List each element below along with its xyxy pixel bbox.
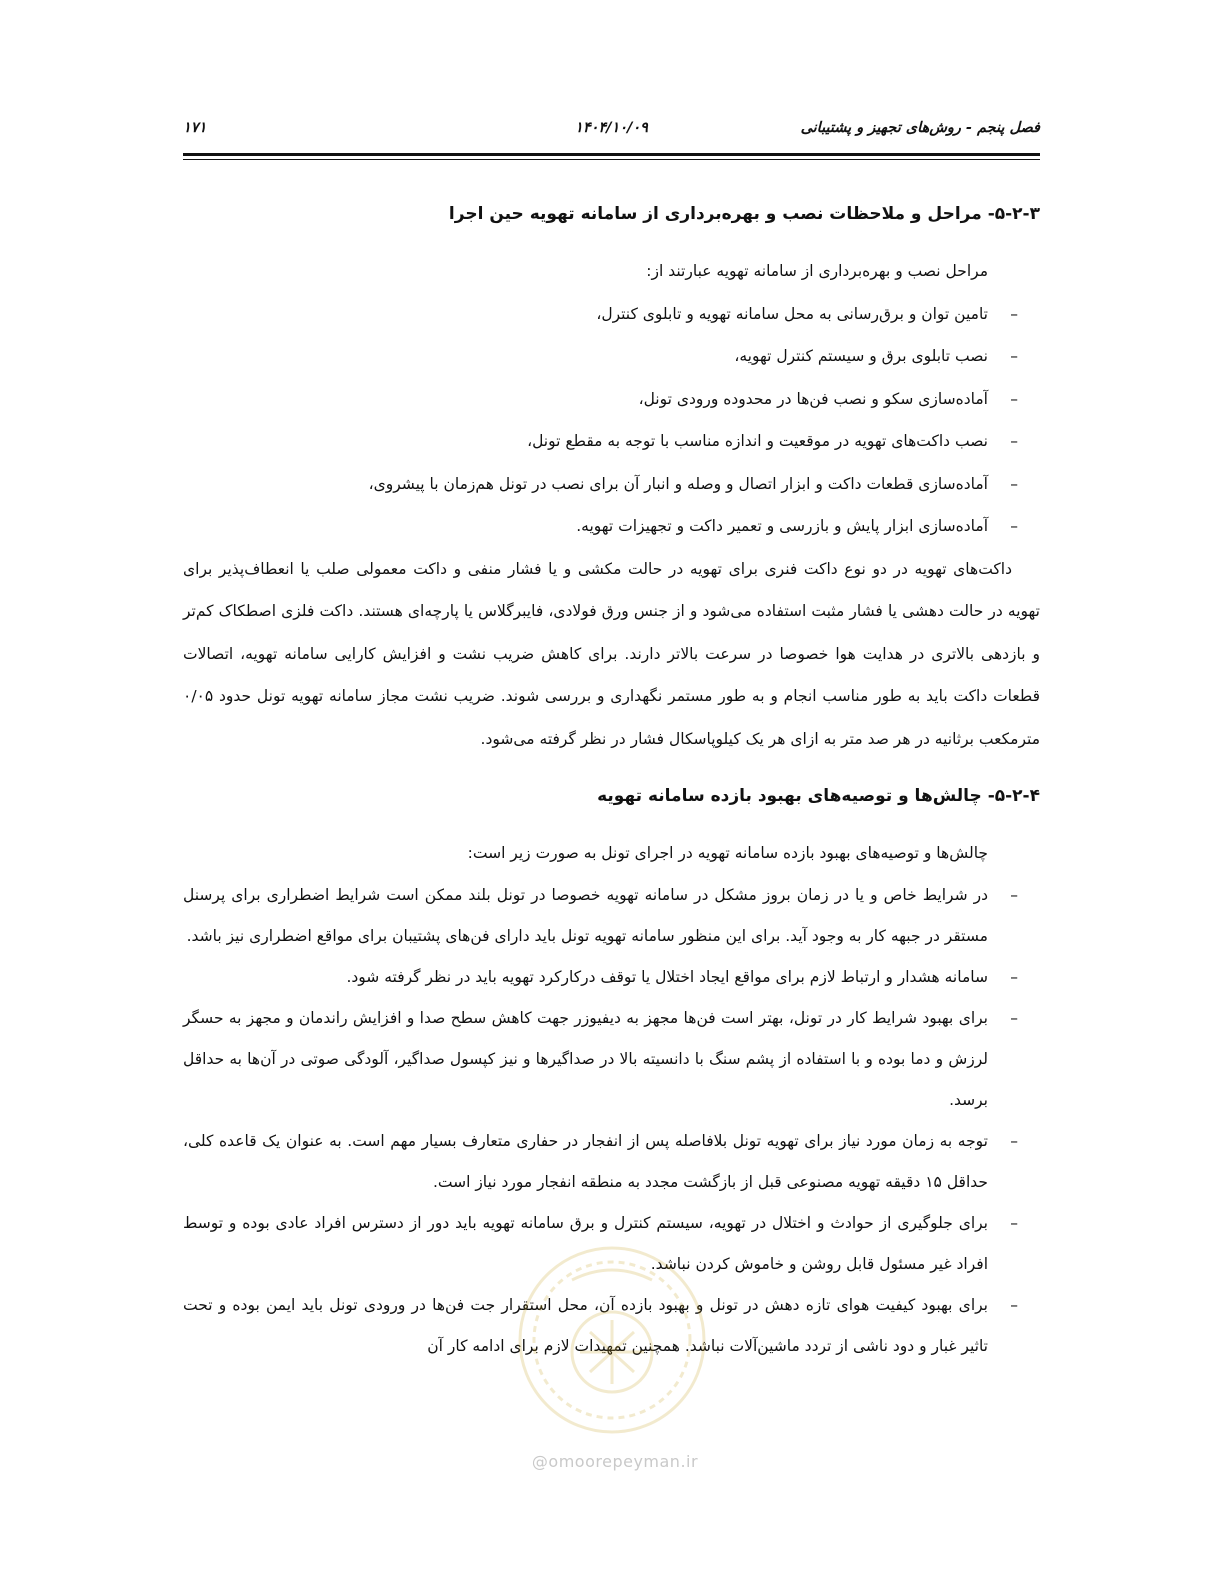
dash-marker: – <box>1010 967 1018 986</box>
body-paragraph: داکت‌های تهویه در دو نوع داکت فنری برای تهویه در حالت مکشی و یا فشار منفی و داکت معمولی صلب یا انعطاف‌پذیر برای تهویه در حالت دهشی یا فشار مثبت استفاده می‌شود و از جنس ورق فولادی، فایبرگلاس یا پارچه‌ای هستند. داکت فلزی اصطکاک کم‌تر و بازدهی بالاتری در هدایت هوا خصوصا در سرعت بالاتر دارند. برای کاهش ضریب نشت و افزایش کارایی سامانه تهویه، اتصالات قطعات داکت باید به طور مناسب انجام و به طور مستمر نگهداری و بررسی شوند. ضریب نشت مجاز سامانه تهویه تونل حدود ۰/۰۵ مترمکعب برثانیه در هر صد متر به ازای هر یک کیلوپاسکال فشار در نظر گرفته می‌شود. <box>183 559 1040 748</box>
list-item <box>183 957 1040 998</box>
list-item-text: آماده‌سازی قطعات داکت و ابزار اتصال و وصله و انبار آن برای نصب در تونل هم‌زمان با پیشروی، <box>368 474 988 493</box>
list-item-text: در شرایط خاص و یا در زمان بروز مشکل در سامانه تهویه خصوصا در تونل بلند ممکن است شرایط اضطراری برای پرسنل مستقر در جبهه کار به وجود آید. برای این منظور سامانه تهویه تونل باید دارای فن‌های پشتیبان برای مواقع اضطراری نیز باشد. <box>183 885 988 945</box>
dash-marker: – <box>1010 1213 1018 1232</box>
list-item <box>183 463 1040 506</box>
section-intro: چالش‌ها و توصیه‌های بهبود بازده سامانه تهویه در اجرای تونل به صورت زیر است: <box>467 844 988 862</box>
dash-marker: – <box>1010 517 1018 535</box>
dash-marker: – <box>1010 304 1018 323</box>
dash-marker: – <box>1010 885 1018 904</box>
dash-marker: – <box>1010 432 1018 450</box>
list-item <box>183 998 1040 1121</box>
list-item <box>183 505 1040 548</box>
dash-marker: – <box>1010 1131 1018 1150</box>
watermark-seal-icon <box>512 1240 712 1440</box>
list-item-text: تامین توان و برق‌رسانی به محل سامانه تهویه و تابلوی کنترل، <box>596 304 988 323</box>
list-item-text: برای جلوگیری از حوادث و اختلال در تهویه، سیستم کنترل و برق سامانه تهویه باید دور از دسترس افراد عادی بوده و توسط افراد غیر مسئول قابل روشن و خاموش کردن نباشد. <box>183 1213 988 1273</box>
chapter-title: فصل پنجم - روش‌های تجهیز و پشتیبانی <box>800 120 1040 136</box>
section-heading: ۵-۲-۳- مراحل و ملاحظات نصب و بهره‌برداری از سامانه تهویه حین اجرا <box>448 204 1040 224</box>
header-date: ۱۴۰۴/۱۰/۰۹ <box>575 120 648 136</box>
bullet-list <box>183 293 1040 548</box>
list-item <box>183 335 1040 378</box>
dash-marker: – <box>1010 389 1018 408</box>
header-rule-thin <box>183 159 1040 160</box>
header-rule-thick <box>183 153 1040 156</box>
list-item <box>183 293 1040 336</box>
watermark-site: @omoorepeyman.ir <box>531 1452 699 1471</box>
dash-marker: – <box>1010 1008 1018 1027</box>
dash-marker: – <box>1010 1295 1018 1314</box>
running-header <box>183 112 1040 142</box>
page-number: ۱۷۱ <box>183 120 207 136</box>
page-body <box>183 198 1040 1367</box>
list-item <box>183 378 1040 421</box>
list-item-text: آماده‌سازی ابزار پایش و بازرسی و تعمیر داکت و تجهیزات تهویه. <box>576 517 988 535</box>
dash-marker: – <box>1010 474 1018 493</box>
list-item-text: برای بهبود شرایط کار در تونل، بهتر است فن‌ها مجهز به دیفیوزر جهت کاهش سطح صدا و افزایش راندمان و مجهز به حسگر لرزش و دما بوده و با استفاده از پشم سنگ با دانسیته بالا در صداگیرها و نیز کپسول صداگیر، آلودگی صوتی در آن‌ها به حداقل برسد. <box>183 1008 988 1109</box>
section-intro: مراحل نصب و بهره‌برداری از سامانه تهویه عبارتند از: <box>646 262 988 280</box>
dash-marker: – <box>1010 347 1018 365</box>
list-item-text: سامانه هشدار و ارتباط لازم برای مواقع ایجاد اختلال یا توقف درکارکرد تهویه باید در نظر گرفته شود. <box>346 967 988 986</box>
section-heading: ۵-۲-۴- چالش‌ها و توصیه‌های بهبود بازده سامانه تهویه <box>597 786 1040 806</box>
list-item-text: توجه به زمان مورد نیاز برای تهویه تونل بلافاصله پس از انفجار در حفاری متعارف بسیار مهم است. به عنوان یک قاعده کلی، حداقل ۱۵ دقیقه تهویه مصنوعی قبل از بازگشت مجدد به منطقه انفجار مورد نیاز است. <box>183 1131 988 1191</box>
list-item-text: آماده‌سازی سکو و نصب فن‌ها در محدوده ورودی تونل، <box>638 389 988 408</box>
list-item-text: نصب تابلوی برق و سیستم کنترل تهویه، <box>734 347 988 365</box>
list-item <box>183 420 1040 463</box>
list-item-text: برای بهبود کیفیت هوای تازه دهش در تونل و بهبود بازده آن، محل استقرار جت فن‌ها در ورودی تونل باید ایمن بوده و تحت تاثیر غبار و دود ناشی از تردد ماشین‌آلات نباشد. همچنین تمهیدات لازم برای ادامه کار آن <box>183 1295 988 1355</box>
list-item <box>183 875 1040 957</box>
list-item-text: نصب داکت‌های تهویه در موقعیت و اندازه مناسب با توجه به مقطع تونل، <box>527 432 988 450</box>
list-item <box>183 1121 1040 1203</box>
